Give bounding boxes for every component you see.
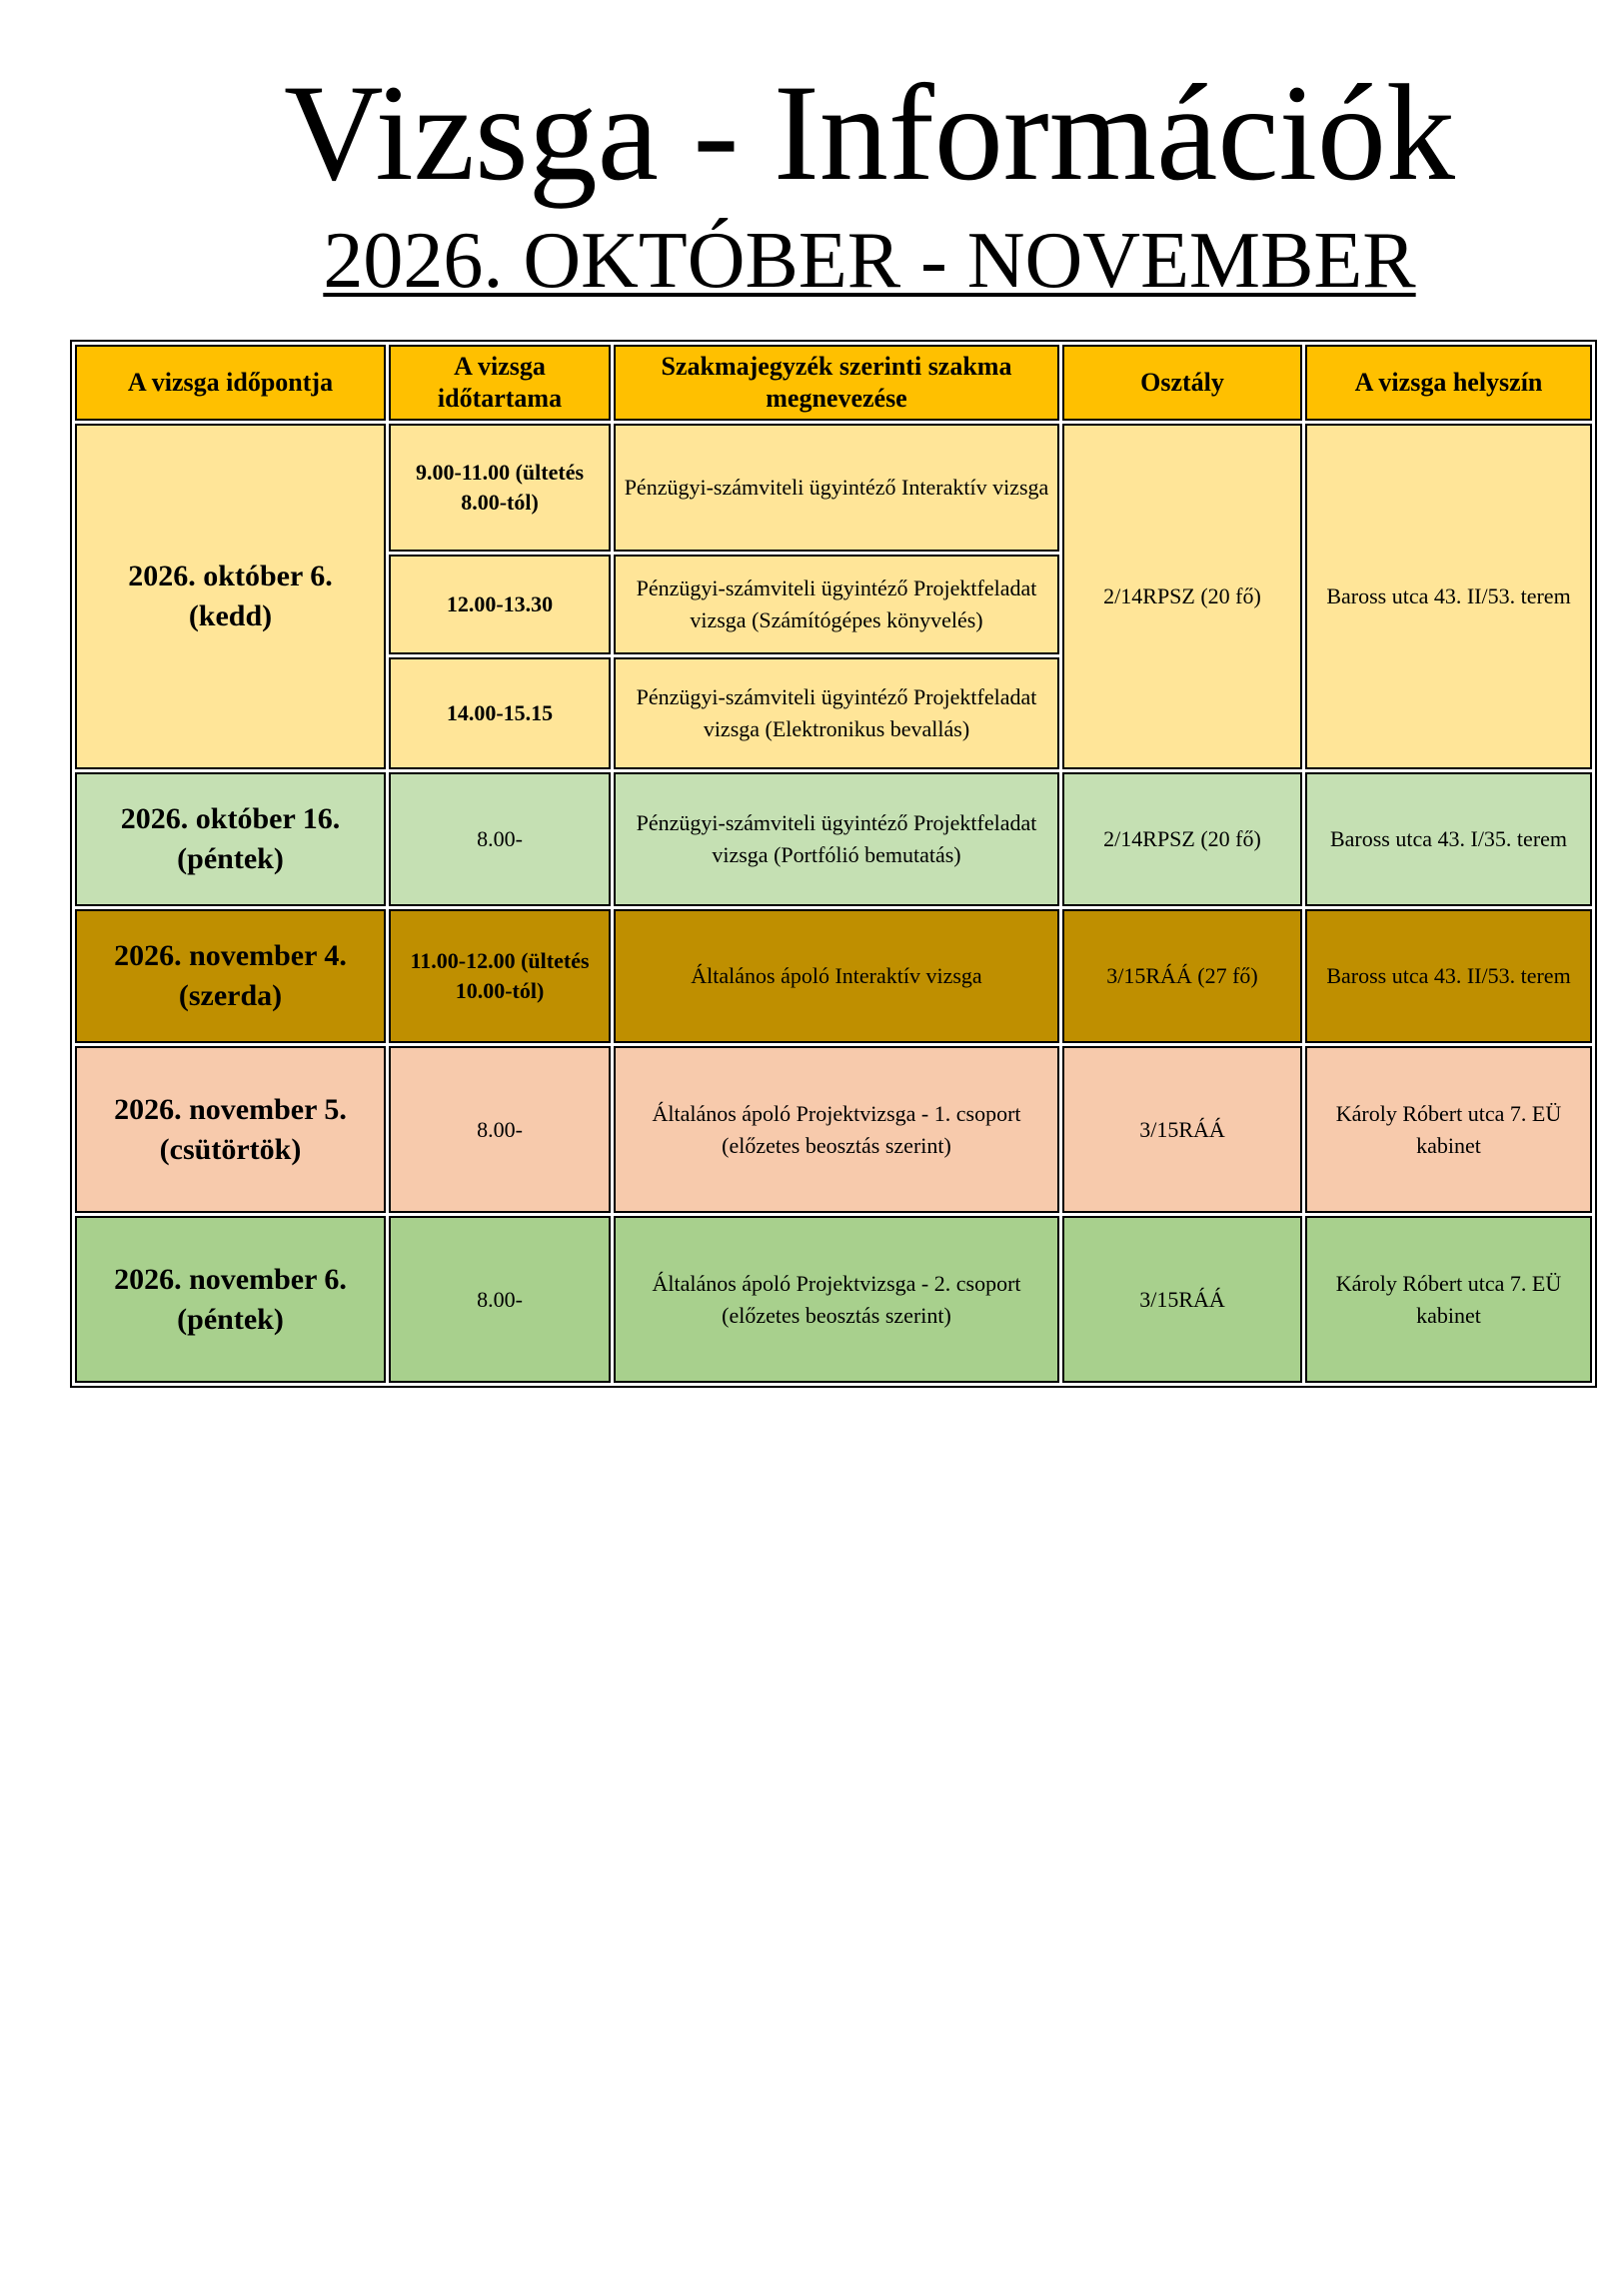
exam-profession: Pénzügyi-számviteli ügyintéző Projektfeladat vizsga (Számítógépes könyvelés) [614,555,1059,654]
table-row [75,1046,1592,1213]
exam-time: 8.00- [389,772,611,906]
exam-date-cell [75,909,386,1043]
exam-date: 2026. október 6. [128,560,333,592]
exam-profession: Általános ápoló Interaktív vizsga [614,909,1059,1043]
exam-date-cell [75,1046,386,1213]
exam-profession: Pénzügyi-számviteli ügyintéző Projektfeladat vizsga (Elektronikus bevallás) [614,657,1059,769]
exam-time: 8.00- [389,1046,611,1213]
exam-day: (szerda) [178,979,283,1012]
table-header-row [75,345,1592,421]
page-subtitle: 2026. OKTÓBER - NOVEMBER [323,217,1416,305]
exam-schedule-table [70,340,1597,1388]
table-row [75,1216,1592,1383]
header-class: Osztály [1062,345,1302,421]
exam-profession: Pénzügyi-számviteli ügyintéző Interaktív vizsga [614,424,1059,552]
exam-day: (kedd) [188,599,273,632]
header-profession: Szakmajegyzék szerinti szakma megnevezése [614,345,1059,421]
exam-class: 3/15RÁÁ [1062,1046,1302,1213]
exam-location: Baross utca 43. I/35. terem [1305,772,1592,906]
exam-time: 12.00-13.30 [389,555,611,654]
exam-day: (csütörtök) [159,1132,302,1166]
exam-class: 2/14RPSZ (20 fő) [1062,772,1302,906]
table-row [75,772,1592,906]
exam-profession: Általános ápoló Projektvizsga - 2. csoport (előzetes beosztás szerint) [614,1216,1059,1383]
header-duration: A vizsga időtartama [389,345,611,421]
exam-date-cell [75,1216,386,1383]
exam-date: 2026. november 5. [114,1092,347,1126]
exam-time: 14.00-15.15 [389,657,611,769]
exam-location: Károly Róbert utca 7. EÜ kabinet [1305,1216,1592,1383]
title-text: Vizsga - Információk [284,56,1455,209]
exam-class: 3/15RÁÁ [1062,1216,1302,1383]
exam-profession: Általános ápoló Projektvizsga - 1. csoport (előzetes beosztás szerint) [614,1046,1059,1213]
exam-time: 8.00- [389,1216,611,1383]
exam-profession: Pénzügyi-számviteli ügyintéző Projektfeladat vizsga (Portfólió bemutatás) [614,772,1059,906]
exam-date: 2026. november 4. [114,939,347,972]
header-date: A vizsga időpontja [75,345,386,421]
exam-date: 2026. október 16. [120,802,341,835]
exam-class: 3/15RÁÁ (27 fő) [1062,909,1302,1043]
page-title [0,58,1624,208]
exam-location: Baross utca 43. II/53. terem [1305,909,1592,1043]
exam-day: (péntek) [177,842,284,875]
exam-class: 2/14RPSZ (20 fő) [1062,424,1302,769]
exam-time: 11.00-12.00 (ültetés 10.00-tól) [389,909,611,1043]
exam-date-cell [75,424,386,769]
exam-date-cell [75,772,386,906]
exam-date: 2026. november 6. [114,1262,347,1296]
table-row [75,909,1592,1043]
exam-day: (péntek) [177,1302,284,1336]
table-row [75,424,1592,552]
exam-location: Károly Róbert utca 7. EÜ kabinet [1305,1046,1592,1213]
header-location: A vizsga helyszín [1305,345,1592,421]
exam-time: 9.00-11.00 (ültetés 8.00-tól) [389,424,611,552]
exam-location: Baross utca 43. II/53. terem [1305,424,1592,769]
